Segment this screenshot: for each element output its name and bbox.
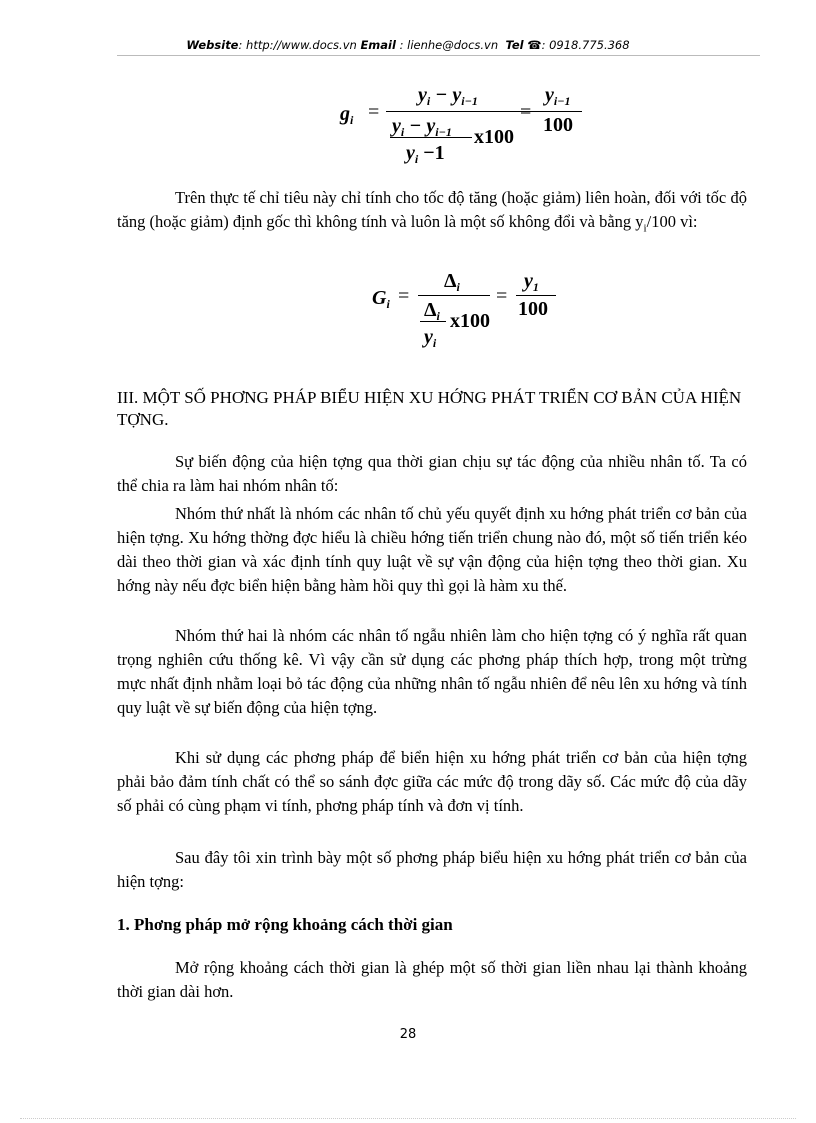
formula-g-inner-bar	[390, 137, 472, 138]
paragraph-group-two: Nhóm thứ hai là nhóm các nhân tố ngẫu nhiên làm cho hiện tợng có ý nghĩa rất quan trọng nghiên cứu thống kê. Vì vậy cần sử dụng các phơng pháp thích hợp, trong một trừng mực nhất định nhằm loại bỏ tác động của những nhân tố ngẫu nhiên để nêu lên xu hớng và tính quy luật về sự biến động của hiện tợng.	[117, 626, 747, 717]
formula-G-inner-den: y	[424, 326, 433, 348]
formula-G-times: x100	[450, 310, 490, 332]
section-heading-III: III. MỘT SỐ PHƠNG PHÁP BIỂU HIỆN XU HỚNG PHÁT TRIỂN CƠ BẢN CỦA HIỆN TỢNG.	[117, 388, 742, 429]
website-value: : http://www.docs.vn	[238, 38, 357, 52]
subsection-heading-1: 1. Phơng pháp mở rộng khoảng cách thời gian	[117, 915, 453, 934]
email-label: Email	[360, 38, 396, 52]
tel-value: : 0918.775.368	[541, 38, 630, 52]
paragraph-comparability: Khi sử dụng các phơng pháp để biển hiện xu hớng phát triển cơ bản của hiện tợng phải bảo đảm tính chất có thể so sánh đợc giữa các mức độ trong dãy số. Các mức độ của dãy số phải có cùng phạm vi tính, phơng pháp tính và đơn vị tính.	[117, 748, 747, 815]
formula-g-lhs: g	[340, 103, 350, 125]
formula-g-rhs-bar	[540, 111, 582, 112]
formula-G-lhs-sub: i	[386, 297, 390, 311]
formula-g-inner-den: y	[406, 142, 415, 164]
formula-g-rhs-den: 100	[543, 114, 573, 136]
formula-g-num-y: y	[418, 84, 427, 106]
formula-g	[340, 80, 600, 170]
formula-g-times: x100	[474, 126, 514, 148]
tel-label: Tel	[505, 38, 524, 52]
page-number: 28	[399, 1027, 417, 1042]
formula-G-rhs-num-sub: 1	[532, 280, 539, 294]
formula-g-num-minus: − y	[430, 84, 462, 106]
formula-G-equals: =	[398, 285, 410, 307]
formula-g-equals: =	[368, 101, 380, 123]
formula-g-inner-minus: − y	[404, 115, 436, 137]
formula-G-inner-bar	[420, 321, 446, 322]
paragraph-rate-note-text: Trên thực tế chỉ tiêu này chỉ tính cho tốc độ tăng (hoặc giảm) liên hoàn, đối với tốc độ tăng (hoặc giảm) định gốc thì không tính và luôn là một số không đổi và bằng y	[117, 188, 747, 231]
formula-g-inner-den-rest: −1	[418, 142, 445, 164]
email-value: : lienhe@docs.vn	[399, 38, 499, 52]
formula-G-inner-den-sub: i	[432, 336, 437, 350]
formula-g-inner-sub2: i−1	[435, 125, 452, 139]
paragraph-rate-note-sub: i	[643, 222, 647, 235]
formula-g-equals2: =	[520, 101, 532, 123]
formula-G-rhs-bar	[516, 295, 556, 296]
phone-icon: ☎	[527, 38, 542, 52]
formula-g-lhs-sub: i	[350, 113, 354, 127]
formula-G-main-bar	[418, 295, 490, 296]
paragraph-group-one: Nhóm thứ nhất là nhóm các nhân tố chủ yếu quyết định xu hớng phát triển cơ bản của hiện tợng. Xu hớng thờng đợc hiểu là chiều hớng tiến triển chung nào đó, một số tiến triển kéo dài theo thời gian và xác định tính quy luật về sự vận động của hiện tợng theo thời gian. Xu hớng này nếu đợc biển hiện bằng hàm hồi quy thì gọi là hàm xu thế.	[117, 504, 747, 595]
formula-g-inner-den-sub: i	[414, 152, 419, 166]
paragraph-methods-intro: Sau đây tôi xin trình bày một số phơng pháp biểu hiện xu hớng phát triển cơ bản của hiện tợng:	[117, 848, 747, 891]
paragraph-extend-interval: Mở rộng khoảng cách thời gian là ghép một số thời gian liền nhau lại thành khoảng thời gian dài hơn.	[117, 958, 747, 1001]
header-divider	[117, 55, 760, 56]
formula-g-rhs-num-sub: i−1	[553, 94, 571, 108]
formula-g-inner-num: y	[392, 115, 401, 137]
formula-G-equals2: =	[496, 285, 508, 307]
formula-g-inner-num-sub: i	[400, 125, 405, 139]
formula-G-rhs-num: y	[524, 270, 533, 292]
paragraph-rate-note-end: /100 vì:	[646, 212, 698, 231]
formula-G-rhs-den: 100	[518, 298, 548, 320]
paragraph-intro: Sự biến động của hiện tợng qua thời gian chịu sự tác động của nhiều nhân tố. Ta có thể chia ra làm hai nhóm nhân tố:	[117, 452, 747, 495]
formula-G-num-sub: i	[456, 280, 460, 294]
page-header	[0, 38, 816, 52]
formula-g-num-sub: i	[426, 94, 431, 108]
website-label: Website	[186, 38, 239, 52]
formula-G-num: Δ	[444, 270, 457, 292]
formula-G	[372, 270, 572, 360]
formula-G-lhs: G	[372, 287, 387, 309]
formula-g-num-sub2: i−1	[461, 94, 478, 108]
formula-G-inner-num: Δ	[424, 299, 437, 321]
formula-G-inner-num-sub: i	[436, 309, 440, 323]
page-bottom-divider	[20, 1118, 796, 1119]
formula-g-rhs-num: y	[545, 84, 554, 106]
paragraph-rate-note	[117, 186, 747, 240]
